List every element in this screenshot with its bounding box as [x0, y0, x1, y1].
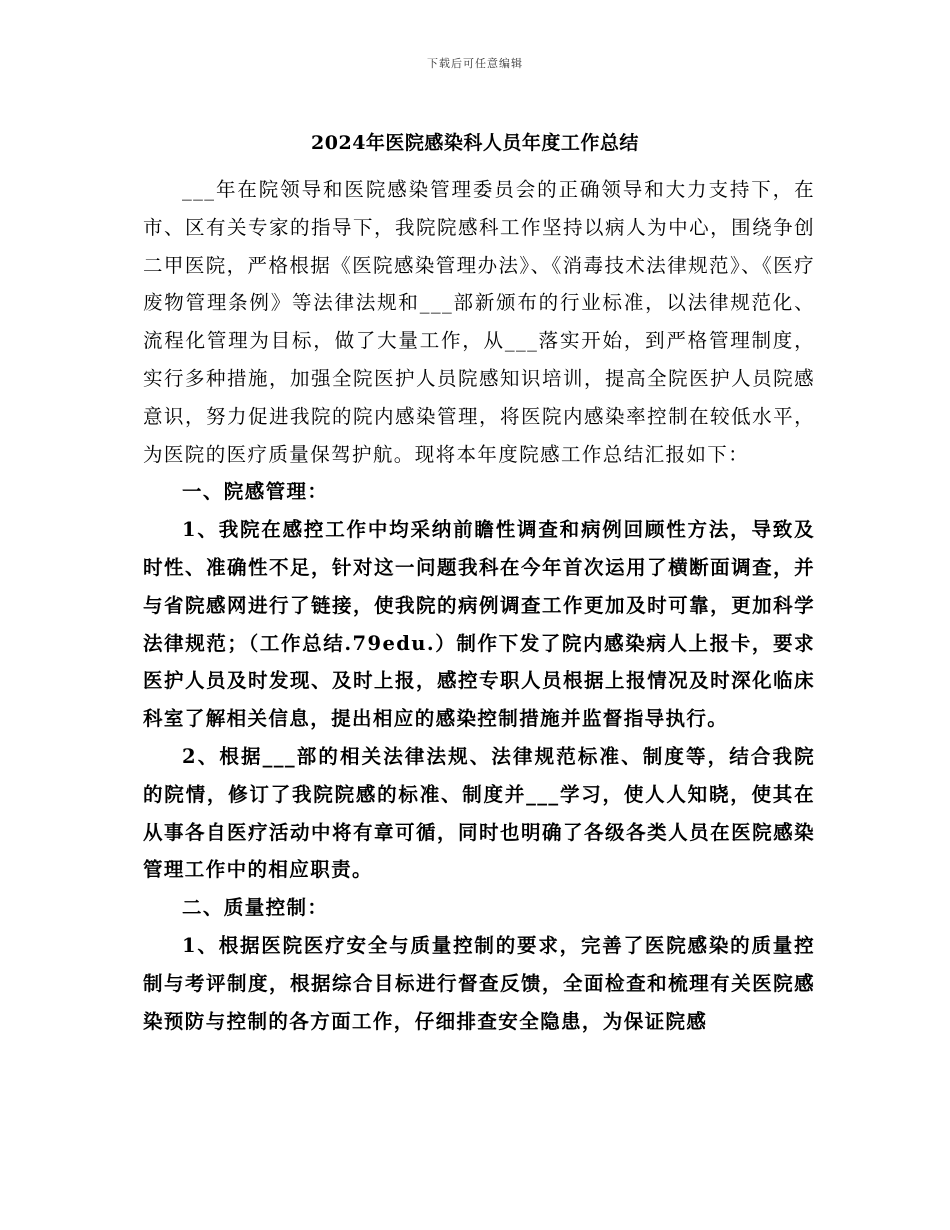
- section-heading-management: 一、院感管理：: [182, 480, 329, 504]
- quality-paragraph-1: 1、根据医院医疗安全与质量控制的要求，完善了医院感染的质量控制与考评制度，根据综合目标进行督查反馈，全面检查和梳理有关医院感染预防与控制的各方面工作，仔细排查安全隐患，为保证院感: [143, 933, 815, 1033]
- management-paragraph-2: 2、根据___部的相关法律法规、法律规范标准、制度等，结合我院的院情，修订了我院院感的标准、制度并___学习，使人人知晓，使其在从事各自医疗活动中将有章可循，同时也明确了各级各类人员在医院感染管理工作中的相应职责。: [143, 744, 815, 882]
- intro-paragraph: ___年在院领导和医院感染管理委员会的正确领导和大力支持下，在市、区有关专家的指导下，我院院感科工作坚持以病人为中心，围绕争创二甲医院，严格根据《医院感染管理办法》、《消毒技术法律规范》、《医疗废物管理条例》等法律法规和___部新颁布的行业标准，以法律规范化、流程化管理为目标，做了大量工作，从___落实开始，到严格管理制度，实行多种措施，加强全院医护人员院感知识培训，提高全院医护人员院感意识，努力促进我院的院内感染管理，将医院内感染率控制在较低水平，为医院的医疗质量保驾护航。现将本年度院感工作总结汇报如下：: [143, 178, 815, 466]
- document-title: 2024年医院感染科人员年度工作总结: [311, 132, 639, 154]
- main-content: [143, 473, 815, 1040]
- management-paragraph-1: 1、我院在感控工作中均采纳前瞻性调查和病例回顾性方法，导致及时性、准确性不足，针对这一问题我科在今年首次运用了横断面调查，并与省院感网进行了链接，使我院的病例调查工作更加及时可靠，更加科学法律规范；（工作总结.79edu.）制作下发了院内感染病人上报卡，要求医护人员及时发现、及时上报，感控专职人员根据上报情况及时深化临床科室了解相关信息，提出相应的感染控制措施并监督指导执行。: [143, 518, 815, 731]
- section-heading-quality: 二、质量控制：: [182, 896, 329, 920]
- header-note: 下载后可任意编辑: [427, 57, 523, 70]
- document-body: [143, 171, 815, 1040]
